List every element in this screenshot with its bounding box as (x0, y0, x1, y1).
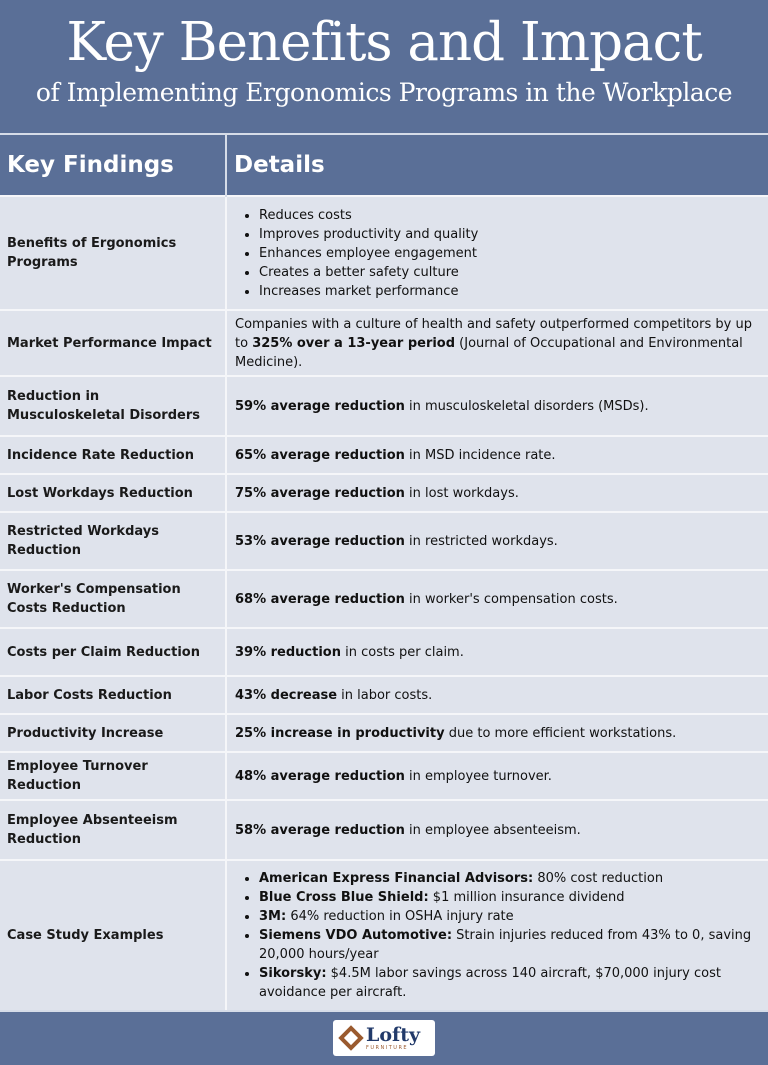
detail-highlight: 59% average reduction (235, 398, 405, 414)
row-key: Productivity Increase (0, 714, 226, 752)
row-key: Case Study Examples (0, 860, 226, 1010)
row-key: Employee Absenteeism Reduction (0, 800, 226, 860)
detail-highlight: 325% over a 13-year period (252, 335, 456, 351)
row-details (226, 628, 768, 676)
detail-text: in employee absenteeism. (404, 822, 581, 838)
column-header-details: Details (226, 134, 768, 196)
column-header-key-findings: Key Findings (0, 134, 226, 196)
lofty-logo-icon (339, 1026, 363, 1050)
list-item: • Reduces costs (259, 206, 760, 225)
detail-text: in MSD incidence rate. (404, 447, 556, 463)
row-details (226, 436, 768, 474)
table-row (0, 628, 768, 676)
detail-highlight: 75% average reduction (235, 485, 405, 501)
detail-text: in lost workdays. (404, 485, 519, 501)
table-row (0, 310, 768, 376)
list-item: • Enhances employee engagement (259, 244, 760, 263)
logo-tagline: FURNITURE (366, 1044, 409, 1051)
table-row (0, 714, 768, 752)
page-header (0, 0, 768, 133)
row-details (226, 570, 768, 628)
table-row (0, 376, 768, 436)
case-result: $4.5M labor savings across 140 aircraft, $70,000 injury cost avoidance per aircraft. (259, 966, 721, 1000)
brand-logo[interactable] (333, 1020, 435, 1056)
case-result: 80% cost reduction (533, 871, 664, 886)
detail-text: Companies with a culture of health and safety outperformed competitors by up to (235, 316, 752, 351)
company-name: Sikorsky: (259, 966, 327, 981)
detail-highlight: 65% average reduction (235, 447, 405, 463)
company-name: 3M: (259, 909, 287, 924)
detail-text: in costs per claim. (341, 644, 464, 660)
list-item (259, 907, 760, 926)
table-row (0, 436, 768, 474)
list-item: • Increases market performance (259, 282, 760, 301)
table-row (0, 676, 768, 714)
row-key: Reduction in Musculoskeletal Disorders (0, 376, 226, 436)
detail-text: in musculoskeletal disorders (MSDs). (404, 398, 649, 414)
table-row (0, 570, 768, 628)
detail-highlight: 43% decrease (235, 687, 338, 703)
company-name: Blue Cross Blue Shield: (259, 890, 429, 905)
row-key: Costs per Claim Reduction (0, 628, 226, 676)
case-result: 64% reduction in OSHA injury rate (286, 909, 514, 924)
row-details (226, 310, 768, 376)
page-subtitle: of Implementing Ergonomics Programs in the Workplace (35, 78, 733, 107)
page-footer (0, 1010, 768, 1064)
row-key: Lost Workdays Reduction (0, 474, 226, 512)
table-row (0, 860, 768, 1010)
list-item (259, 926, 760, 964)
list-item: • Improves productivity and quality (259, 225, 760, 244)
row-details (226, 512, 768, 570)
row-details (226, 474, 768, 512)
detail-highlight: 48% average reduction (235, 768, 405, 784)
detail-highlight: 25% increase in productivity (235, 725, 445, 741)
table-row (0, 800, 768, 860)
company-name: American Express Financial Advisors: (259, 871, 534, 886)
row-key: Labor Costs Reduction (0, 676, 226, 714)
detail-highlight: 53% average reduction (235, 533, 405, 549)
table-row (0, 474, 768, 512)
table-header-row (0, 134, 768, 196)
case-result: Strain injuries reduced from 43% to 0, saving 20,000 hours/year (259, 928, 752, 962)
row-key: Incidence Rate Reduction (0, 436, 226, 474)
benefits-list (235, 206, 760, 301)
row-details (226, 860, 768, 1010)
detail-highlight: 39% reduction (235, 644, 341, 660)
row-key: Employee Turnover Reduction (0, 752, 226, 800)
row-details (226, 752, 768, 800)
company-name: Siemens VDO Automotive: (259, 928, 453, 943)
row-key: Restricted Workdays Reduction (0, 512, 226, 570)
row-details (226, 714, 768, 752)
detail-text: in restricted workdays. (404, 533, 558, 549)
list-item: • Creates a better safety culture (259, 263, 760, 282)
logo-wordmark: Lofty (366, 1023, 421, 1046)
detail-text: in labor costs. (337, 687, 433, 703)
table-row (0, 512, 768, 570)
list-item (259, 869, 760, 888)
case-study-list (235, 869, 760, 1002)
detail-text: in employee turnover. (404, 768, 552, 784)
row-details (226, 376, 768, 436)
detail-text: due to more efficient workstations. (444, 725, 677, 741)
table-row (0, 752, 768, 800)
detail-highlight: 58% average reduction (235, 822, 405, 838)
logo-text (366, 1023, 421, 1051)
detail-text: in worker's compensation costs. (404, 591, 618, 607)
detail-highlight: 68% average reduction (235, 591, 405, 607)
list-item (259, 964, 760, 1002)
row-details (226, 800, 768, 860)
row-details (226, 196, 768, 310)
row-details (226, 676, 768, 714)
case-result: $1 million insurance dividend (428, 890, 625, 905)
findings-table (0, 133, 768, 1010)
table-row (0, 196, 768, 310)
page-title: Key Benefits and Impact (66, 12, 702, 73)
row-key: Market Performance Impact (0, 310, 226, 376)
detail-text: (Journal of Occupational and Environmental Medicine). (235, 335, 743, 370)
list-item (259, 888, 760, 907)
row-key: Worker's Compensation Costs Reduction (0, 570, 226, 628)
row-key: Benefits of Ergonomics Programs (0, 196, 226, 310)
